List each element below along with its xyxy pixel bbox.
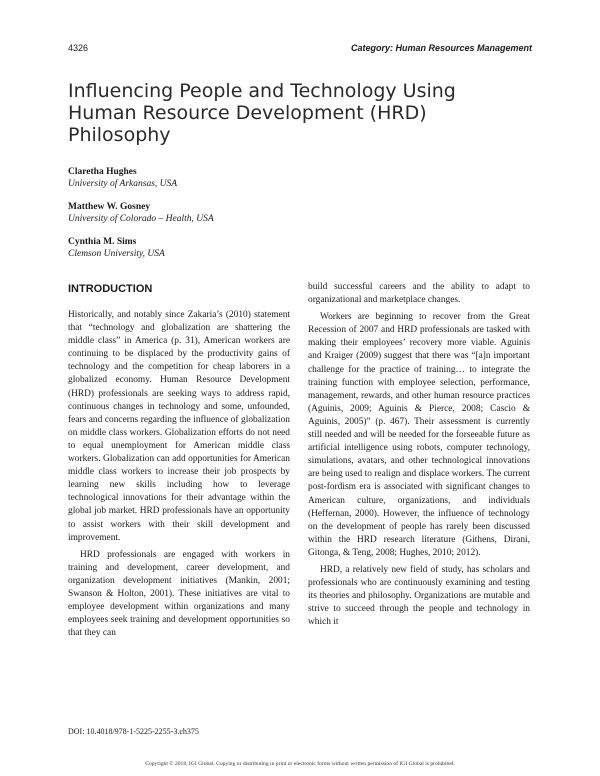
right-column [308, 281, 530, 633]
author-list [68, 166, 368, 271]
author-affiliation: Clemson University, USA [68, 249, 165, 259]
author-affiliation: University of Colorado – Health, USA [68, 214, 214, 224]
doi-line: DOI: 10.4018/978-1-5225-2255-3.ch375 [68, 727, 199, 736]
section-heading: INTRODUCTION [68, 283, 153, 295]
body-paragraph: build successful careers and the ability to adapt to organizational and marketplace changes. [308, 282, 530, 306]
copyright-notice: Copyright © 2018, IGI Global. Copying or distributing in print or electronic forms without written permission of IGI Global is prohibited. [145, 761, 455, 767]
author-block [68, 166, 368, 190]
category-label: Category: Human Resources Management [350, 43, 532, 53]
author-block [68, 236, 368, 260]
body-paragraph: HRD professionals are engaged with workers in training and development, career development, and organization development initiatives (Mankin, 2001; Swanson & Holton, 2001). These initiatives are vital to employee development within organizations and many employees seek training and development opportunities so that they can [68, 549, 290, 639]
author-name: Claretha Hughes [68, 167, 137, 177]
author-name: Cynthia M. Sims [68, 237, 137, 247]
paper-title: Influencing People and Technology Using Human Resource Development (HRD) Philosophy [68, 80, 456, 146]
author-name: Matthew W. Gosney [68, 202, 151, 212]
page-number: 4326 [68, 43, 89, 53]
author-affiliation: University of Arkansas, USA [68, 179, 178, 189]
body-paragraph: HRD, a relatively new field of study, has scholars and professionals who are continuously examining and testing its theories and philosophy. Organizations are mutable and strive to succeed through the people and technology in which it [308, 564, 530, 628]
left-column [68, 283, 290, 644]
body-paragraph: Historically, and notably since Zakaria’s (2010) statement that “technology and globalization are shattering the middle class” in America (p. 31), American workers are continuing to be displaced by the productivity gains of technology and the competition for cheap laborers in a globalized economy. Human Resource Development (HRD) professionals are seeking ways to address rapid, continuous changes in technology and some, unfounded, fears and concerns regarding the influence of globalization on middle class workers. Globalization efforts do not need to equal unemployment for American middle class workers. Globalization can add opportunities for American middle class workers to increase their job prospects by learning new skills including how to leverage technological innovations for their advantage within the global job market. HRD professionals have an opportunity to assist workers with their skill development and improvement. [68, 310, 290, 543]
body-paragraph: Workers are beginning to recover from the Great Recession of 2007 and HRD professionals are tasked with making their employees’ recovery more viable. Aguinis and Kraiger (2009) suggest that there was “[a]n important challenge for the practice of training… to integrate the training function with employee selection, performance, management, rewards, and other human resource practices (Aguinis, 2009; Aguinis & Pierce, 2008; Cascio & Aguinis, 2005)” (p. 467). Their assessment is currently still needed and will be needed for the forseeable future as artificial intelligence using robots, computer technology, simulations, avatars, and other technological innovations are being used to realign and displace workers. The current post-fordism era is associated with significant changes to American culture, organizations, and individuals (Heffernan, 2000). However, the influence of technology on the development of people has rarely been discussed within the HRD research literature (Githens, Dirani, Gitonga, & Teng, 2008; Hughes, 2010; 2012). [308, 312, 530, 558]
author-block [68, 201, 368, 225]
